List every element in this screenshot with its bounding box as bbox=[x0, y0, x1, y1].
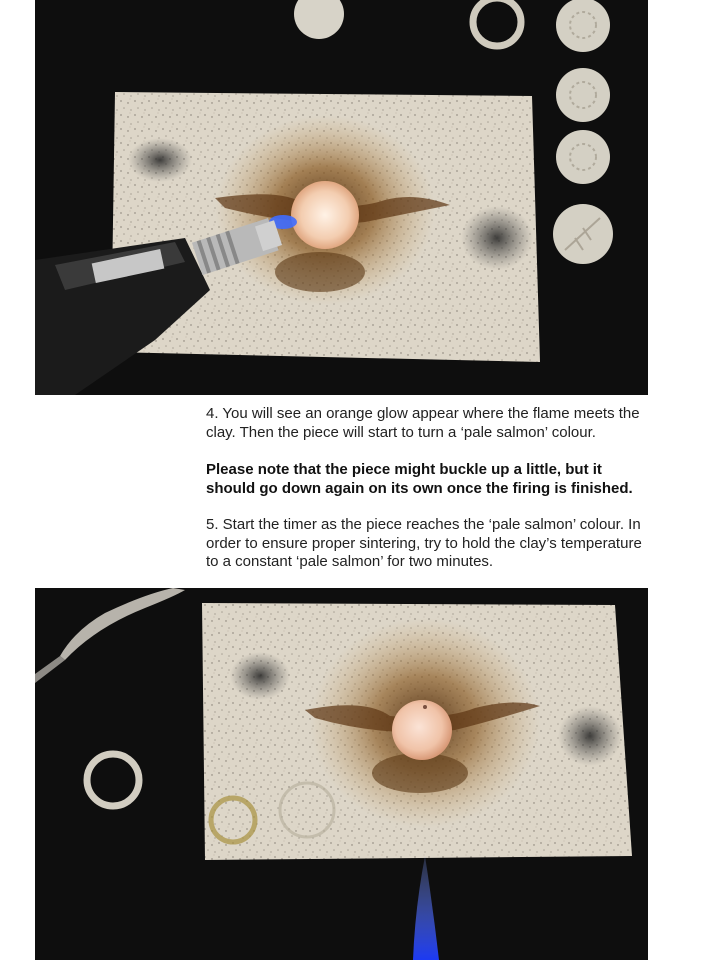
step-5-text: 5. Start the timer as the piece reaches the ‘pale salmon’ colour. In order to ensure proper sintering, try to hold the clay’s temperature to a constant ‘pale salmon’ for two minutes. bbox=[206, 516, 642, 570]
disc-hole bbox=[423, 705, 427, 709]
buckle-note-text: Please note that the piece might buckle up a little, but it should go down again on its own once the firing is finished. bbox=[206, 461, 633, 497]
pale-salmon-illustration bbox=[35, 588, 648, 960]
glowing-clay-disc bbox=[291, 181, 359, 249]
photo-pale-salmon-glow bbox=[35, 588, 648, 960]
buckle-note-paragraph bbox=[206, 461, 654, 498]
step-5-paragraph bbox=[206, 516, 654, 572]
torch-firing-illustration bbox=[35, 0, 648, 395]
photo-torch-firing bbox=[35, 0, 648, 395]
step-4-paragraph bbox=[206, 405, 654, 442]
glowing-clay-disc bbox=[392, 700, 452, 760]
step-4-text: 4. You will see an orange glow appear where the flame meets the clay. Then the piece will start to turn a ‘pale salmon’ colour. bbox=[206, 405, 640, 441]
